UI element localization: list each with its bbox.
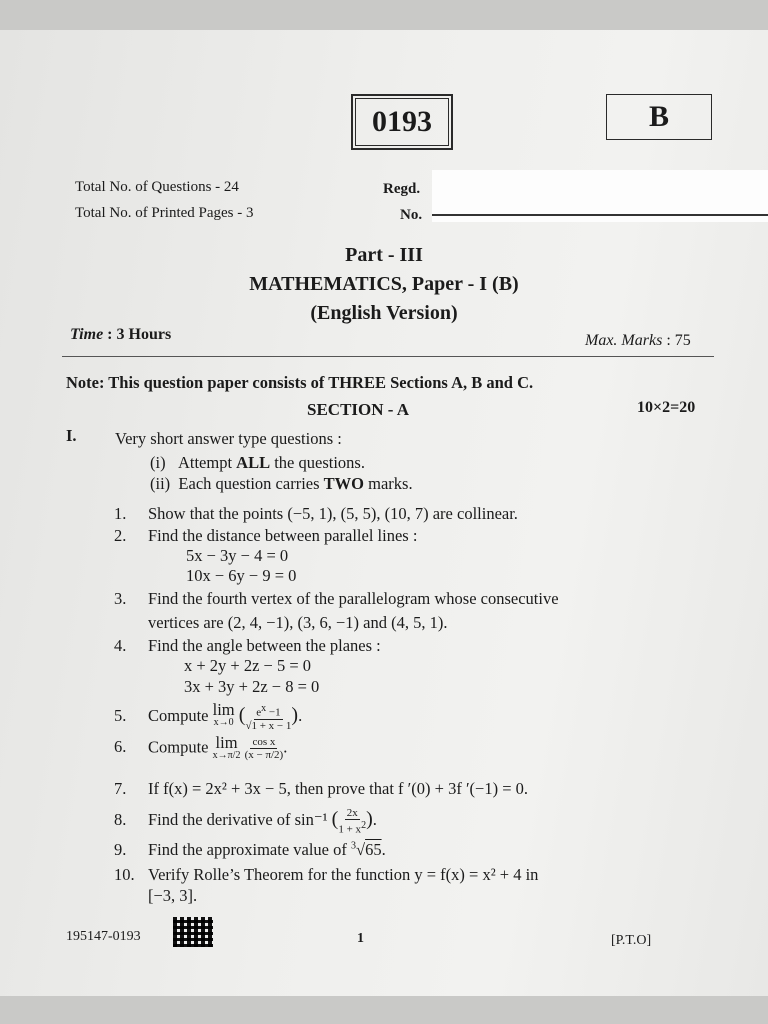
- question-2: 2. Find the distance between parallel lines :: [114, 526, 418, 545]
- section-title: SECTION - A: [307, 400, 410, 419]
- regd-label: Regd.: [383, 181, 421, 197]
- part-title: Part - III: [345, 244, 423, 266]
- cube-root-expression: $^3$√65: [351, 840, 382, 859]
- question-10: 10. Verify Rolle’s Theorem for the function y = f(x) = x² + 4 in: [114, 865, 539, 884]
- limit-expression: lim x→π/2: [212, 733, 241, 761]
- header-divider: [62, 356, 714, 357]
- page-number: 1: [357, 931, 364, 946]
- max-marks-info: [585, 332, 691, 350]
- question-3-continued: vertices are (2, 4, −1), (3, 6, −1) and (4, 5, 1).: [148, 613, 448, 632]
- question-7: 7. If f(x) = 2x² + 3x − 5, then prove that f ′(0) + 3f ′(−1) = 0.: [114, 779, 529, 798]
- question-10-continued: [−3, 3].: [148, 886, 198, 905]
- question-3: 3. Find the fourth vertex of the parallelogram whose consecutive: [114, 589, 559, 608]
- fraction: $\frac{\text{cos x}}{(x - \pi/2)}$: [244, 736, 284, 761]
- time-label: Time: [70, 326, 104, 343]
- time-value: : 3 Hours: [107, 326, 172, 343]
- question-4-equation-2: 3x + 3y + 2z − 8 = 0: [184, 677, 320, 696]
- no-label: No.: [400, 207, 423, 223]
- pto-label: [P.T.O]: [611, 933, 652, 948]
- question-2-equation-1: 5x − 3y − 4 = 0: [186, 546, 289, 565]
- question-8: 8. Find the derivative of sin⁻¹ ( $\frac{2x}{1 + x^2}$ ).: [114, 807, 377, 836]
- question-2-equation-2: 10x − 6y − 9 = 0: [186, 566, 297, 585]
- question-5: 5. Compute lim x→0 ( $\frac{e^x -1}{√1 + x - 1}$ ).: [114, 700, 303, 732]
- section-roman-numeral: I.: [66, 426, 77, 445]
- total-pages: Total No. of Printed Pages - 3: [75, 205, 254, 221]
- note-text: Note: This question paper consists of THREE Sections A, B and C.: [66, 373, 534, 392]
- question-4-equation-1: x + 2y + 2z − 5 = 0: [184, 656, 312, 675]
- question-9: 9. Find the approximate value of $^3$√65.: [114, 840, 386, 859]
- question-4: 4. Find the angle between the planes :: [114, 636, 381, 655]
- limit-expression: lim x→0: [212, 700, 235, 728]
- marks-value: : 75: [666, 332, 691, 349]
- fraction: $\frac{e^x -1}{√1 + x - 1}$: [245, 703, 292, 732]
- question-6: 6. Compute lim x→π/2 $\frac{\text{cos x}}{(x - \pi/2)}$ .: [114, 733, 288, 761]
- set-code-box: [606, 94, 712, 140]
- section-marks: 10×2=20: [637, 399, 696, 416]
- time-info: [70, 326, 171, 344]
- footer-code: 195147-0193: [66, 929, 141, 944]
- total-questions: Total No. of Questions - 24: [75, 179, 239, 195]
- datamatrix-barcode: [173, 917, 213, 947]
- version-title: (English Version): [310, 302, 458, 324]
- paper-code: 0193: [372, 105, 432, 138]
- fraction: $\frac{2x}{1 + x^2}$: [338, 807, 367, 836]
- section-intro: Very short answer type questions :: [115, 429, 342, 448]
- instruction-2: (ii) Each question carries TWO marks.: [150, 474, 413, 493]
- instruction-1: (i) Attempt ALL the questions.: [150, 453, 365, 472]
- subject-title: MATHEMATICS, Paper - I (B): [249, 273, 519, 295]
- marks-label: Max. Marks: [585, 332, 663, 349]
- question-1: 1. Show that the points (−5, 1), (5, 5), (10, 7) are collinear.: [114, 504, 518, 523]
- regd-number-line: [432, 214, 768, 216]
- paper-code-box: [351, 94, 453, 150]
- set-code: B: [648, 100, 669, 133]
